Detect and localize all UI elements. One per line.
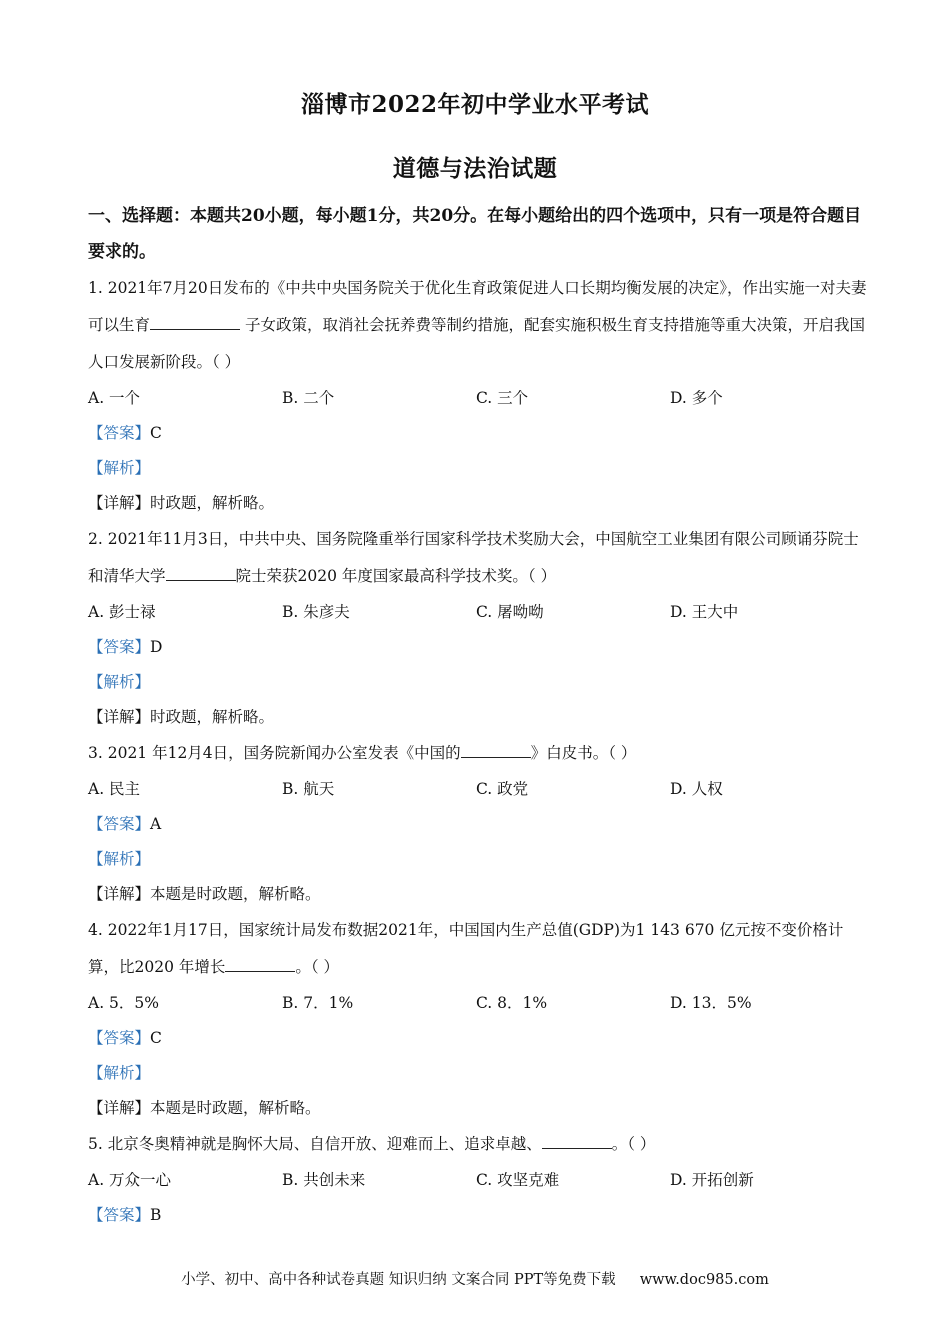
analysis-line: 【解析】 xyxy=(88,850,151,868)
answer-line: 【答案】C xyxy=(88,1029,162,1047)
option-row xyxy=(88,381,868,416)
analysis-line: 【解析】 xyxy=(88,1064,151,1082)
page-footer xyxy=(0,1268,950,1289)
option-a: A. 万众一心 xyxy=(88,1171,172,1189)
fill-blank xyxy=(461,739,531,758)
option-c: C. 攻坚克难 xyxy=(476,1171,560,1189)
question-stem: 1. 2021年7月20日发布的《中共中央国务院关于优化生育政策促进人口长期均衡发展的决定》，作出实施一对夫妻可以生育 子女政策，取消社会抚养费等制约措施，配套实施积极生育支持措施等重大决策，开启我国人口发展新阶段。（ ） xyxy=(88,279,867,371)
option-c: C. 政党 xyxy=(476,780,529,798)
option-row xyxy=(88,772,868,807)
option-d: D. 王大中 xyxy=(670,603,739,621)
option-c: C. 8．1% xyxy=(476,994,548,1012)
option-row xyxy=(88,595,868,630)
detail-text: 时政题，解析略。 xyxy=(150,494,275,512)
exam-subject-title: 道德与法治试题 xyxy=(392,155,558,182)
detail-line: 【详解】本题是时政题，解析略。 xyxy=(88,1099,321,1117)
detail-line: 【详解】时政题，解析略。 xyxy=(88,494,275,512)
question-block xyxy=(88,270,868,521)
option-row xyxy=(88,986,868,1021)
question-stem: 4. 2022年1月17日，国家统计局发布数据2021年，中国国内生产总值(GDP)为1 143 670 亿元按不变价格计算，比2020 年增长 。（ ） xyxy=(88,921,844,976)
answer-line: 【答案】B xyxy=(88,1206,162,1224)
option-d: D. 多个 xyxy=(670,389,723,407)
detail-line: 【详解】本题是时政题，解析略。 xyxy=(88,885,321,903)
option-c: C. 屠呦呦 xyxy=(476,603,544,621)
question-block xyxy=(88,1126,868,1233)
answer-value: A xyxy=(150,815,162,833)
option-b: B. 朱彦夫 xyxy=(282,603,350,621)
answer-line: 【答案】A xyxy=(88,815,162,833)
question-stem: 2. 2021年11月3日，中共中央、国务院隆重举行国家科学技术奖励大会，中国航空工业集团有限公司顾诵芬院士和清华大学 院士荣获2020 年度国家最高科学技术奖。（ ） xyxy=(88,530,859,585)
option-d: D. 13．5% xyxy=(670,994,752,1012)
fill-blank xyxy=(542,1130,612,1149)
option-c: C. 三个 xyxy=(476,389,529,407)
question-stem: 5. 北京冬奥精神就是胸怀大局、自信开放、迎难而上、追求卓越、 。（ ） xyxy=(88,1126,868,1163)
answer-value: B xyxy=(150,1206,162,1224)
fill-blank xyxy=(150,311,240,330)
fill-blank xyxy=(166,562,236,581)
detail-text: 时政题，解析略。 xyxy=(150,708,275,726)
analysis-line: 【解析】 xyxy=(88,673,151,691)
answer-line: 【答案】D xyxy=(88,638,163,656)
option-a: A. 一个 xyxy=(88,389,141,407)
question-block xyxy=(88,521,868,735)
option-row xyxy=(88,1163,868,1198)
detail-text: 本题是时政题，解析略。 xyxy=(150,1099,321,1117)
section-header: 一、选择题：本题共20小题，每小题1分，共20分。在每小题给出的四个选项中，只有一项是符合题目要求的。 xyxy=(88,206,862,262)
answer-value: C xyxy=(150,424,162,442)
question-block xyxy=(88,912,868,1126)
option-a: A. 民主 xyxy=(88,780,141,798)
option-b: B. 7．1% xyxy=(282,994,354,1012)
detail-line: 【详解】时政题，解析略。 xyxy=(88,708,275,726)
question-list xyxy=(88,270,868,1233)
answer-line: 【答案】C xyxy=(88,424,162,442)
footer-text: 小学、初中、高中各种试卷真题 知识归纳 文案合同 PPT等免费下载 xyxy=(181,1272,616,1288)
option-a: A. 彭士禄 xyxy=(88,603,156,621)
answer-value: C xyxy=(150,1029,162,1047)
answer-value: D xyxy=(150,638,163,656)
question-stem: 3. 2021 年12月4日，国务院新闻办公室发表《中国的 》白皮书。（ ） xyxy=(88,735,868,772)
fill-blank xyxy=(225,953,295,972)
detail-text: 本题是时政题，解析略。 xyxy=(150,885,321,903)
exam-title: 淄博市2022年初中学业水平考试 xyxy=(300,91,649,118)
option-b: B. 共创未来 xyxy=(282,1171,366,1189)
question-block xyxy=(88,735,868,912)
footer-website-link[interactable]: www.doc985.com xyxy=(639,1272,769,1288)
analysis-line: 【解析】 xyxy=(88,459,151,477)
option-a: A. 5．5% xyxy=(88,994,159,1012)
option-d: D. 人权 xyxy=(670,780,723,798)
option-b: B. 二个 xyxy=(282,389,335,407)
option-d: D. 开拓创新 xyxy=(670,1171,754,1189)
option-b: B. 航天 xyxy=(282,780,335,798)
